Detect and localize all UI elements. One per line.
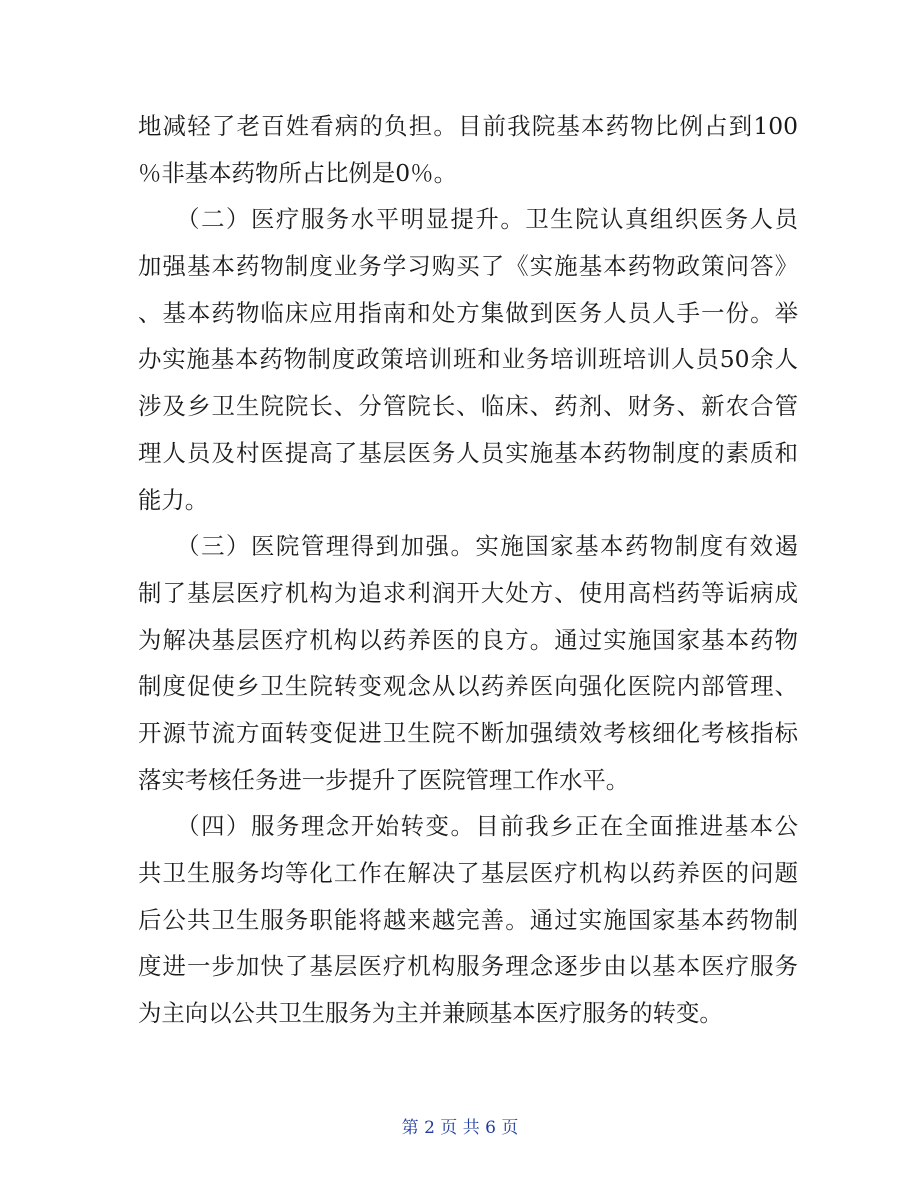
text-line: 、基本药物临床应用指南和处方集做到医务人员人手一份。举: [138, 298, 798, 327]
text-line: 办实施基本药物制度政策培训班和业务培训班培训人员50余人: [138, 345, 798, 374]
text-line: 地减轻了老百姓看病的负担。目前我院基本药物比例占到100: [138, 112, 798, 140]
text-line: 理人员及村医提高了基层医务人员实施基本药物制度的素质和: [138, 438, 798, 467]
document-body: [138, 103, 798, 1037]
text-line: 度进一步加快了基层医疗机构服务理念逐步由以基本医疗服务: [138, 952, 798, 981]
page-number-footer: 第 2 页 共 6 页: [401, 1118, 519, 1138]
text-line: 制度促使乡卫生院转变观念从以药养医向强化医院内部管理、: [138, 672, 798, 701]
paragraph-2: [138, 196, 798, 523]
text-line: 涉及乡卫生院院长、分管院长、临床、药剂、财务、新农合管: [138, 392, 798, 421]
text-line: 制了基层医疗机构为追求利润开大处方、使用高档药等诟病成: [138, 578, 798, 607]
text-line: ％非基本药物所占比例是0％。: [138, 158, 457, 187]
text-line: （四）服务理念开始转变。目前我乡正在全面推进基本公: [138, 812, 798, 841]
text-line: 落实考核任务进一步提升了医院管理工作水平。: [138, 765, 630, 794]
text-line: 加强基本药物制度业务学习购买了《实施基本药物政策问答》: [138, 252, 798, 281]
paragraph-1: [138, 103, 798, 196]
paragraph-4: [138, 803, 798, 1036]
text-line: （二）医疗服务水平明显提升。卫生院认真组织医务人员: [138, 205, 798, 234]
text-line: 为解决基层医疗机构以药养医的良方。通过实施国家基本药物: [138, 625, 798, 654]
text-line: 为主向以公共卫生服务为主并兼顾基本医疗服务的转变。: [138, 999, 723, 1028]
text-line: 共卫生服务均等化工作在解决了基层医疗机构以药养医的问题: [138, 859, 798, 887]
text-line: 开源节流方面转变促进卫生院不断加强绩效考核细化考核指标: [138, 718, 798, 747]
paragraph-3: [138, 523, 798, 803]
text-line: 后公共卫生服务职能将越来越完善。通过实施国家基本药物制: [138, 905, 798, 934]
text-line: （三）医院管理得到加强。实施国家基本药物制度有效遏: [138, 532, 798, 561]
text-line: 能力。: [138, 485, 209, 514]
